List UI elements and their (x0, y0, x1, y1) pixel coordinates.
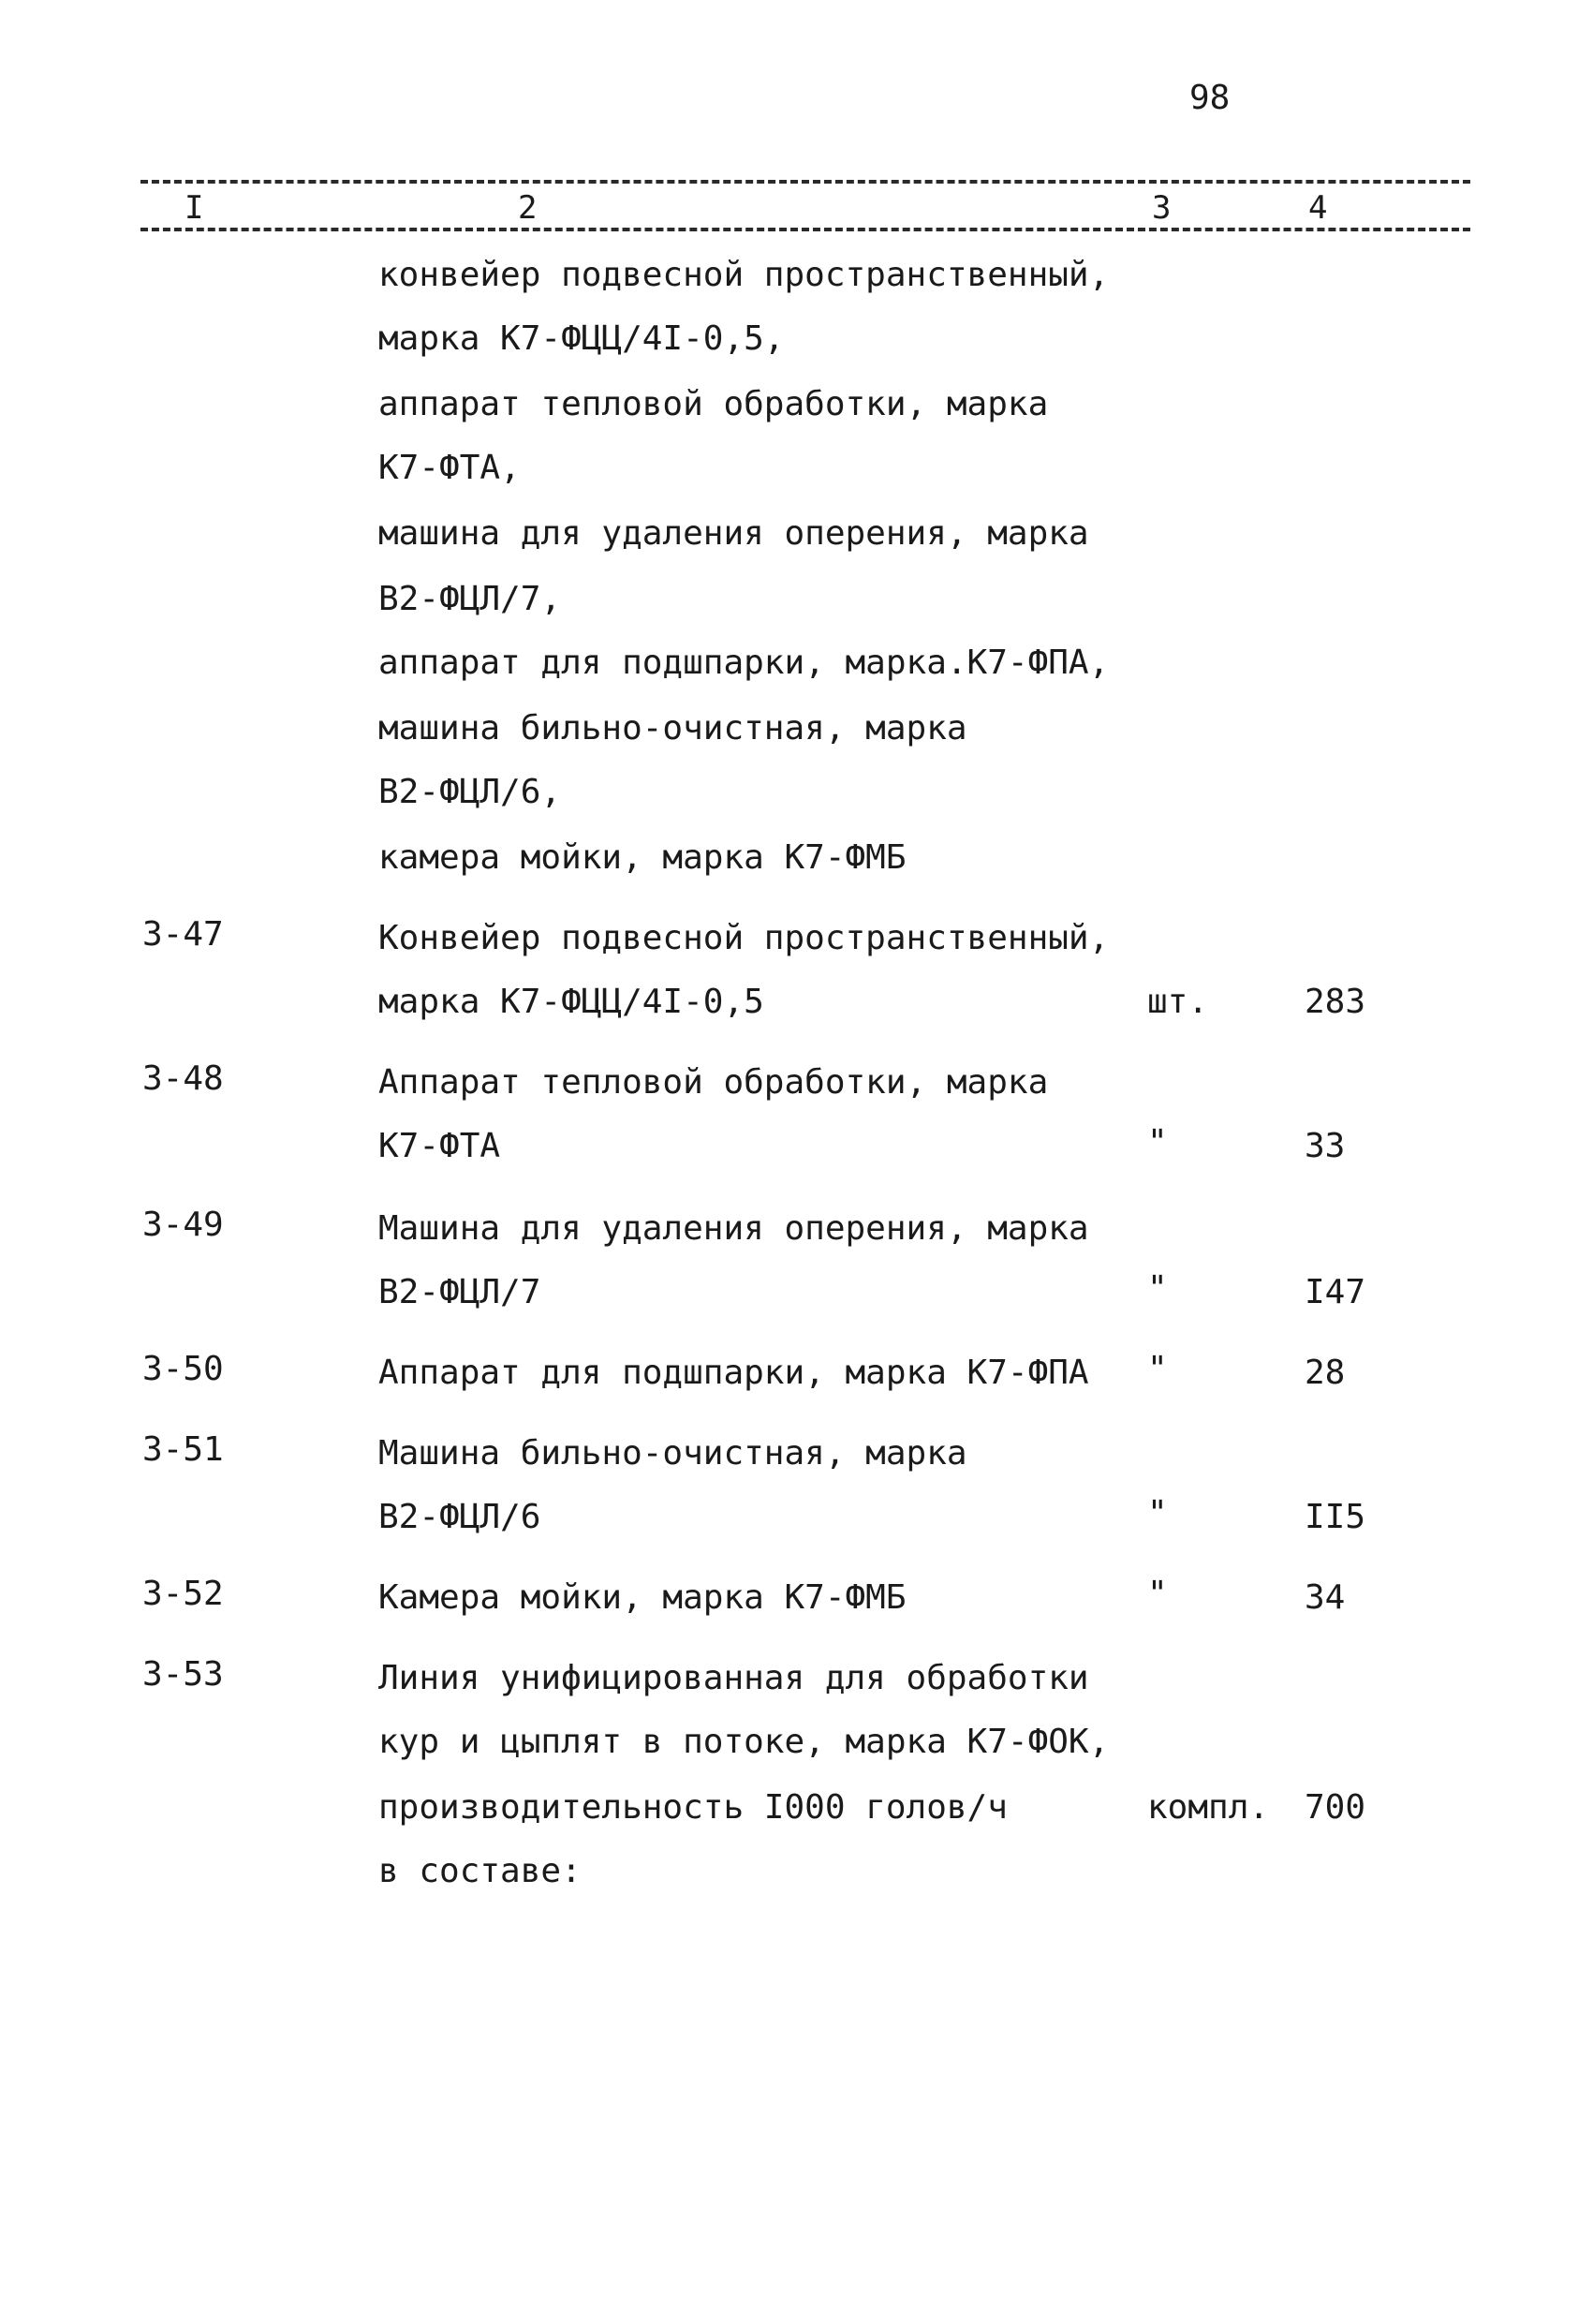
intro-line: марка К7-ФЦЦ/4I-0,5, (378, 319, 785, 358)
intro-line: аппарат тепловой обработки, марка (378, 385, 1049, 423)
page-number: 98 (1189, 79, 1231, 117)
intro-line: К7-ФТА, (378, 449, 521, 487)
column-header-2: 2 (518, 189, 538, 227)
row-description-line: Камера мойки, марка К7-ФМБ (378, 1578, 907, 1617)
row-code: 3-53 (142, 1655, 224, 1694)
row-description-line: В2-ФЦЛ/7 (378, 1273, 541, 1311)
row-unit: " (1147, 1269, 1168, 1308)
intro-line: В2-ФЦЛ/6, (378, 773, 562, 811)
row-description-line: кур и цыплят в потоке, марка К7-ФОК, (378, 1723, 1110, 1761)
row-description-line: К7-ФТА (378, 1127, 501, 1165)
row-description-line: Машина бильно-очистная, марка (378, 1434, 967, 1473)
intro-line: машина бильно-очистная, марка (378, 709, 967, 748)
column-header-1: I (184, 189, 204, 227)
row-description-line: Аппарат для подшпарки, марка К7-ФПА (378, 1354, 1089, 1392)
row-code: 3-48 (142, 1059, 224, 1098)
row-code: 3-47 (142, 915, 224, 954)
row-quantity: 34 (1305, 1578, 1346, 1617)
row-description-line: Конвейер подвесной пространственный, (378, 919, 1110, 957)
row-quantity: 700 (1305, 1788, 1366, 1827)
column-header-3: 3 (1152, 189, 1172, 227)
row-unit: " (1147, 1123, 1168, 1162)
row-description-line: В2-ФЦЛ/6 (378, 1498, 541, 1536)
row-description-line: в составе: (378, 1852, 582, 1890)
row-quantity: 33 (1305, 1127, 1346, 1165)
row-code: 3-50 (142, 1350, 224, 1388)
intro-line: конвейер подвесной пространственный, (378, 256, 1110, 294)
row-quantity: 283 (1305, 983, 1366, 1021)
row-unit: " (1147, 1494, 1168, 1532)
row-quantity: I47 (1305, 1273, 1366, 1311)
table-header-bottom-rule (140, 228, 1470, 231)
row-code: 3-52 (142, 1575, 224, 1613)
row-unit: " (1147, 1575, 1168, 1613)
row-unit: " (1147, 1350, 1168, 1388)
row-code: 3-51 (142, 1430, 224, 1469)
intro-line: машина для удаления оперения, марка (378, 514, 1089, 553)
intro-line: аппарат для подшпарки, марка.К7-ФПА, (378, 644, 1110, 682)
row-description-line: Линия унифицированная для обработки (378, 1659, 1089, 1697)
column-header-4: 4 (1308, 189, 1328, 227)
row-unit: компл. (1147, 1788, 1270, 1827)
table-header-top-rule (140, 180, 1470, 184)
row-description-line: Аппарат тепловой обработки, марка (378, 1063, 1049, 1102)
row-quantity: 28 (1305, 1354, 1346, 1392)
row-quantity: II5 (1305, 1498, 1366, 1536)
row-unit: шт. (1147, 983, 1209, 1021)
row-description-line: Машина для удаления оперения, марка (378, 1209, 1089, 1248)
row-description-line: производительность I000 голов/ч (378, 1788, 1008, 1827)
row-code: 3-49 (142, 1206, 224, 1244)
row-description-line: марка К7-ФЦЦ/4I-0,5 (378, 983, 764, 1021)
intro-line: камера мойки, марка К7-ФМБ (378, 838, 907, 877)
intro-line: В2-ФЦЛ/7, (378, 580, 562, 618)
